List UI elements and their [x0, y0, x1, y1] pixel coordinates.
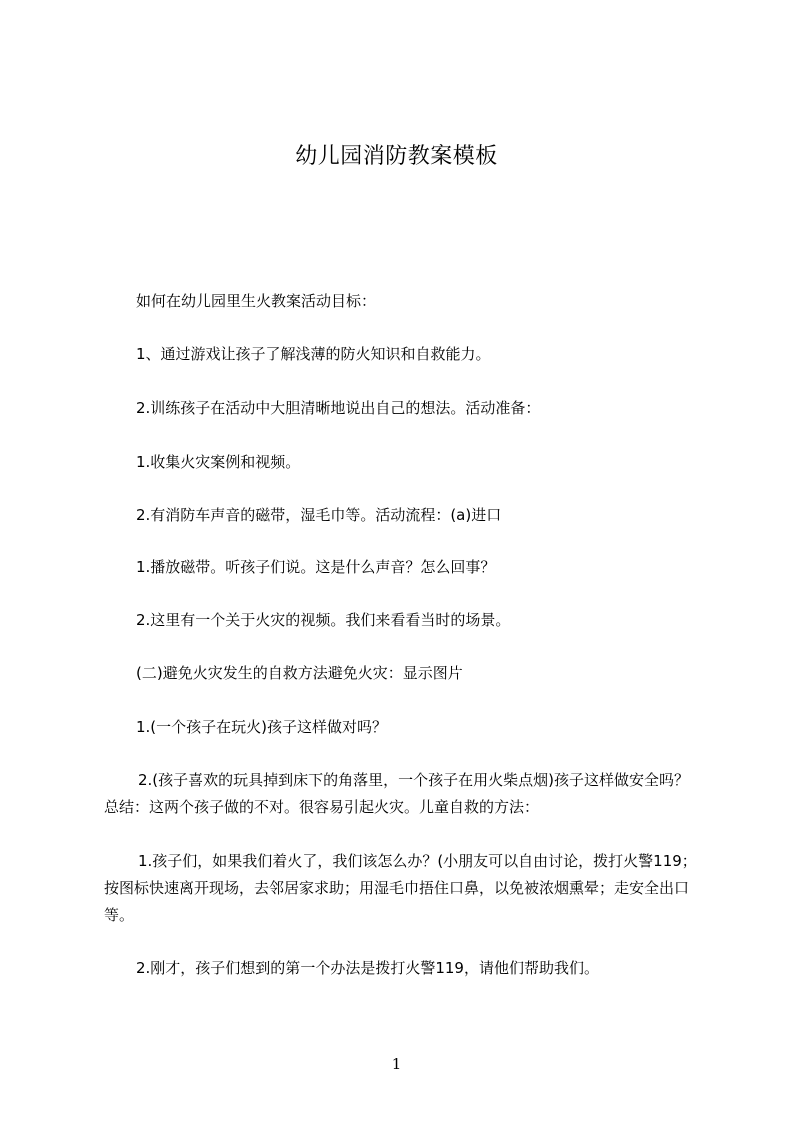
paragraph-prep-1: 1.收集火灾案例和视频。 [136, 453, 301, 471]
paragraph-goal-2: 2.训练孩子在活动中大胆清晰地说出自己的想法。活动准备： [136, 399, 541, 417]
paragraph-step-1: 1.播放磁带。听孩子们说。这是什么声音？怎么回事？ [136, 558, 496, 576]
paragraph-picture-1: 1.(一个孩子在玩火)孩子这样做对吗？ [136, 718, 388, 736]
document-title: 幼儿园消防教案模板 [295, 144, 498, 169]
page-number: 1 [391, 1055, 402, 1073]
paragraph-step-2: 2.这里有一个关于火灾的视频。我们来看看当时的场景。 [136, 611, 511, 629]
paragraph-goal-1: 1、通过游戏让孩子了解浅薄的防火知识和自救能力。 [136, 345, 491, 363]
paragraph-picture-2: 2.(孩子喜欢的玩具掉到床下的角落里，一个孩子在用火柴点烟)孩子这样做安全吗？总结：这两个孩子做的不对。很容易引起火灾。儿童自救的方法： [104, 771, 690, 816]
paragraph-prep-2: 2.有消防车声音的磁带，湿毛巾等。活动流程：(a)进口 [136, 506, 502, 524]
paragraph-intro: 如何在幼儿园里生火教案活动目标： [136, 292, 377, 310]
paragraph-self-rescue-1: 1.孩子们，如果我们着火了，我们该怎么办？(小朋友可以自由讨论，拨打火警119；按图标快速离开现场，去邻居家求助；用湿毛巾捂住口鼻，以免被浓烟熏晕；走安全出口等。 [104, 852, 697, 924]
paragraph-section-2: (二)避免火灾发生的自救方法避免火灾：显示图片 [136, 664, 463, 682]
paragraph-self-rescue-2: 2.刚才，孩子们想到的第一个办法是拨打火警119，请他们帮助我们。 [136, 959, 599, 977]
